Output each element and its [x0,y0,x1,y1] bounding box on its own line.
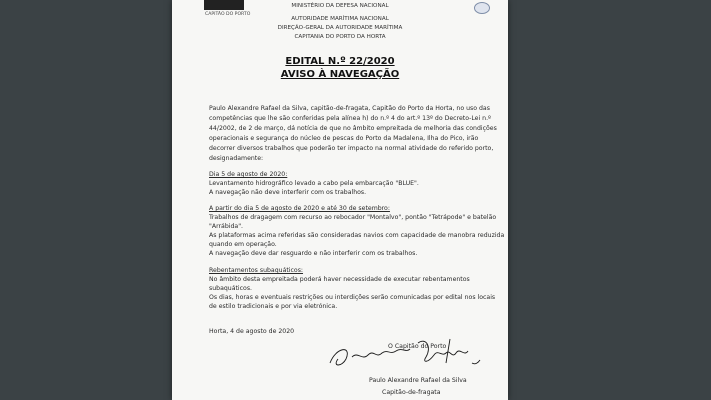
intro-line: decorrer diversos trabalhos que poderão ter impacto na normal atividade do referido porto, [209,145,494,152]
section2-line: "Arrábida". [209,223,244,230]
edital-subtitle: AVISO À NAVEGAÇÃO [280,69,400,80]
signer-rank: Capitão-de-fragata [382,389,441,396]
section2-line: A navegação deve dar resguardo e não interferir com os trabalhos. [209,250,418,257]
section3-heading: Rebentamentos subaquáticos: [209,267,304,274]
logo-caption: CAPITÃO DO PORTO [205,12,251,17]
section3-line: No âmbito desta empreitada poderá haver necessidade de executar rebentamentos [209,276,470,283]
section1-line: Levantamento hidrográfico levado a cabo pela embarcação "BLUE". [209,180,419,187]
intro-line: Paulo Alexandre Rafael da Silva, capitão-de-fragata, Capitão do Porto da Horta, no uso das [209,105,490,112]
header-authority: AUTORIDADE MARÍTIMA NACIONAL [291,16,389,22]
header-ministry: MINISTÉRIO DA DEFESA NACIONAL [291,3,389,9]
intro-line: designadamente: [209,155,264,162]
section1-heading: Dia 5 de agosto de 2020: [209,171,288,178]
intro-line: 44/2002, de 2 de março, dá notícia de que no âmbito empreitada de melhoria das condições [209,125,497,132]
section2-line: quando em operação. [209,241,277,248]
signoff-role: O Capitão do Porto [388,343,447,350]
section3-line: Os dias, horas e eventuais restrições ou interdições serão comunicadas por edital nos locais [209,294,496,301]
background-left [0,0,172,400]
date-line: Horta, 4 de agosto de 2020 [209,328,295,335]
intro-line: operacionais e segurança do núcleo de pescas do Porto da Madalena, Ilha do Pico, irão [209,135,479,142]
signer-name: Paulo Alexandre Rafael da Silva [369,377,467,384]
section1-line: A navegação não deve interferir com os trabalhos. [209,189,367,196]
intro-line: competências que lhe são conferidas pela alínea h) do n.º 4 do art.º 13º do Decreto-Lei n.º [209,115,491,122]
document-page [172,0,508,400]
section3-line: de estilo tradicionais e por via eletrónica. [209,303,338,310]
section2-line: Trabalhos de dragagem com recurso ao rebocador "Montalvo", pontão "Tetrápode" e batelão [209,214,497,221]
section2-line: As plataformas acima referidas são consideradas navios com capacidade de manobra reduzida [209,232,505,239]
header-harbor: CAPITANIA DO PORTO DA HORTA [294,34,386,40]
handwritten-signature [322,333,487,375]
edital-title: EDITAL N.º 22/2020 [285,56,395,67]
background-right [508,0,711,400]
section3-line: subaquáticos. [209,285,253,292]
header-directorate: DIREÇÃO-GERAL DA AUTORIDADE MARÍTIMA [277,25,403,31]
section2-heading: A partir do dia 5 de agosto de 2020 e até 30 de setembro: [209,205,390,212]
